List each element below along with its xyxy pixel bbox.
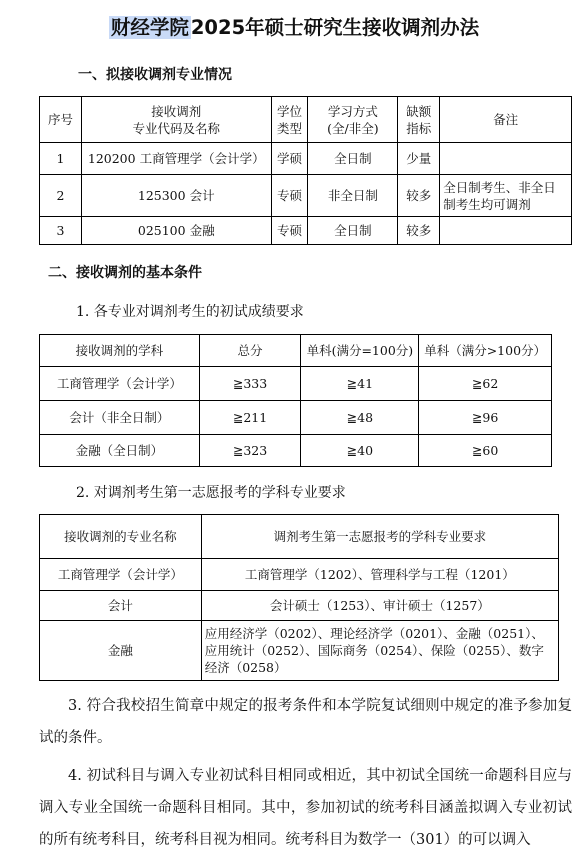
header-cell: 接收调剂的学科 [40,335,200,367]
sub-heading-2: 2. 对调剂考生第一志愿报考的学科专业要求 [76,485,346,501]
table-cell: 全日制考生、非全日制考生均可调剂 [440,175,572,217]
table-cell: 较多 [398,217,440,245]
requirement-table [39,514,559,681]
table-row [40,559,559,591]
header-cell [308,97,398,143]
table-cell: 较多 [398,175,440,217]
page-title [0,12,588,40]
table-cell: 会计硕士（1253）、审计硕士（1257） [201,591,558,621]
header-line: 学位 [276,103,302,119]
paragraph-4: 4. 初试科目与调入专业初试科目相同或相近，其中初试全国统一命题科目应与调入专业全国统一命题科目相同。其中，参加初试的统考科目涵盖拟调入专业初试的所有统考科目，统考科目视为相同。统考科目为数学一（301）的可以调入 [39,768,572,848]
header-cell: 单科(满分=100分) [301,335,419,367]
table-cell: 金融（全日制） [40,435,200,467]
table-cell: 会计（非全日制） [40,401,200,435]
section2-heading: 二、接收调剂的基本条件 [48,265,202,281]
section1-heading: 一、拟接收调剂专业情况 [78,67,232,83]
table-cell: 工商管理学（1202）、管理科学与工程（1201） [201,559,558,591]
header-line: 类型 [276,120,302,136]
table-cell: ≧323 [199,435,301,467]
score-table [39,334,552,467]
table-cell: ≧40 [301,435,419,467]
table-row [40,175,572,217]
header-line: 接收调剂 [151,103,202,119]
table-cell: ≧48 [301,401,419,435]
header-cell: 备注 [440,97,572,143]
table-header-row [40,515,559,559]
table-cell: 工商管理学（会计学） [40,367,200,401]
table-cell: 专硕 [271,217,308,245]
table-cell: 全日制 [308,143,398,175]
table-cell: 120200 工商管理学（会计学） [81,143,271,175]
table-header-row [40,335,552,367]
sub-heading-1: 1. 各专业对调剂考生的初试成绩要求 [76,304,304,320]
table-cell: 1 [40,143,82,175]
table-row [40,435,552,467]
table-row [40,591,559,621]
table-cell: 应用经济学（0202）、理论经济学（0201）、金融（0251）、应用统计（0252）、国际商务（0254）、保险（0255）、数字经济（0258） [201,621,558,681]
table-cell: ≧211 [199,401,301,435]
table-cell: 少量 [398,143,440,175]
table-row [40,401,552,435]
table-row [40,217,572,245]
table-cell: ≧333 [199,367,301,401]
paragraph-3: 3. 符合我校招生简章中规定的报考条件和本学院复试细则中规定的准予参加复试的条件。 [39,698,572,746]
table-cell: ≧96 [419,401,552,435]
table-cell: 全日制 [308,217,398,245]
table-cell: ≧41 [301,367,419,401]
header-cell [81,97,271,143]
header-line: 指标 [406,120,432,136]
header-line: 学习方式 [327,103,378,119]
table-cell: 025100 金融 [81,217,271,245]
table-cell: ≧60 [419,435,552,467]
table-cell: 金融 [40,621,202,681]
table-cell: 2 [40,175,82,217]
table-row [40,621,559,681]
header-cell: 序号 [40,97,82,143]
table-cell: 3 [40,217,82,245]
header-cell: 单科（满分>100分） [419,335,552,367]
table-cell [440,143,572,175]
table-cell: 工商管理学（会计学） [40,559,202,591]
table-cell: 学硕 [271,143,308,175]
header-cell: 总分 [199,335,301,367]
table-header-row [40,97,572,143]
header-line: 缺额 [406,103,432,119]
header-line: 专业代码及名称 [132,120,220,136]
table-cell: 125300 会计 [81,175,271,217]
header-line: (全/非全) [327,120,379,136]
table-cell: 会计 [40,591,202,621]
header-cell [398,97,440,143]
header-cell: 调剂考生第一志愿报考的学科专业要求 [201,515,558,559]
table-cell: 专硕 [271,175,308,217]
table-row [40,367,552,401]
table-cell: ≧62 [419,367,552,401]
title-rest: 2025年硕士研究生接收调剂办法 [190,16,480,39]
table-cell [440,217,572,245]
header-cell [271,97,308,143]
table-row [40,143,572,175]
header-cell: 接收调剂的专业名称 [40,515,202,559]
title-highlight: 财经学院 [110,16,189,39]
table-cell: 非全日制 [308,175,398,217]
major-table [39,96,572,245]
